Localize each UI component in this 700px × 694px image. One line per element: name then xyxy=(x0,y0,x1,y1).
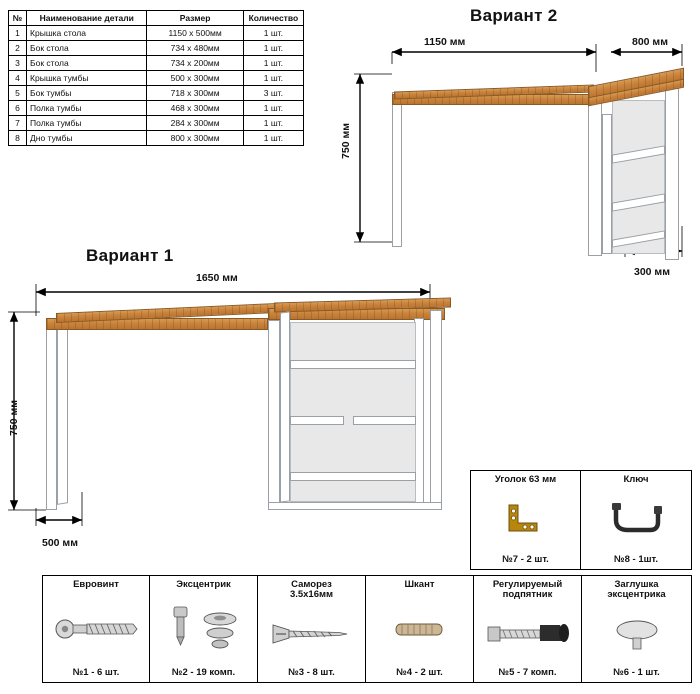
hardware-title-line2: эксцентрика xyxy=(607,589,666,601)
cell-size: 800 х 300мм xyxy=(147,131,243,146)
shelf-right-side xyxy=(430,310,442,506)
hardware-item-corner-bracket xyxy=(470,470,581,570)
desk-left-leg-inner xyxy=(57,321,68,505)
hardware-quantity: №5 - 7 комп. xyxy=(498,667,557,678)
hardware-title: Эксцентрик xyxy=(176,579,231,590)
cabinet-front-side xyxy=(602,114,612,254)
header-part-name: Наименование детали xyxy=(27,11,147,26)
cell-number: 5 xyxy=(9,86,27,101)
cell-part-name: Бок стола xyxy=(27,41,147,56)
hardware-item-cam-cover-cap xyxy=(582,575,692,683)
dowel-icon xyxy=(368,590,471,667)
cell-number: 7 xyxy=(9,116,27,131)
hardware-item-hex-key xyxy=(581,470,692,570)
hardware-title: Шкант xyxy=(404,579,435,590)
cell-number: 4 xyxy=(9,71,27,86)
shelf-middle-right xyxy=(353,416,416,425)
cell-number: 6 xyxy=(9,101,27,116)
table-row xyxy=(9,86,304,101)
shelf-left-side xyxy=(268,320,280,510)
cabinet-right-side xyxy=(665,88,679,260)
shelf-base xyxy=(268,502,442,510)
cell-quantity: 1 шт. xyxy=(243,116,303,131)
table-left-leg xyxy=(392,92,402,247)
variant2-dim-top-left: 1150 мм xyxy=(424,36,466,48)
variant2-drawing xyxy=(330,30,700,260)
variant1-title: Вариант 1 xyxy=(86,246,174,265)
hardware-quantity: №3 - 8 шт. xyxy=(288,667,335,678)
cell-quantity: 1 шт. xyxy=(243,41,303,56)
cell-part-name: Крышка стола xyxy=(27,26,147,41)
header-size: Размер xyxy=(147,11,243,26)
cell-number: 3 xyxy=(9,56,27,71)
hardware-top-row xyxy=(470,470,692,570)
header-quantity: Количество xyxy=(243,11,303,26)
cell-size: 1150 x 500мм xyxy=(147,26,243,41)
cell-size: 734 х 200мм xyxy=(147,56,243,71)
cam-lock-icon xyxy=(152,590,255,667)
adjustable-foot-icon xyxy=(476,601,579,667)
hardware-title: Ключ xyxy=(623,474,649,485)
hardware-quantity: №6 - 1 шт. xyxy=(613,667,660,678)
hardware-title-line2: 3.5x16мм xyxy=(289,589,334,601)
self-tapping-screw-icon xyxy=(260,601,363,667)
variant2-dim-height: 750 мм xyxy=(340,123,352,159)
hardware-item-cam-lock xyxy=(150,575,258,683)
hardware-title-line1: Регулируемый xyxy=(492,579,563,590)
hardware-quantity: №4 - 2 шт. xyxy=(396,667,443,678)
table-row xyxy=(9,71,304,86)
variant2-dim-depth: 300 мм xyxy=(634,266,670,278)
cell-quantity: 1 шт. xyxy=(243,26,303,41)
table-row xyxy=(9,26,304,41)
hardware-title: Уголок 63 мм xyxy=(494,474,557,485)
variant1-dim-height: 750 мм xyxy=(8,400,20,436)
cell-size: 718 х 300мм xyxy=(147,86,243,101)
table-row xyxy=(9,41,304,56)
hardware-quantity: №7 - 2 шт. xyxy=(502,554,549,565)
hardware-title: Евровинт xyxy=(73,579,119,590)
cell-size: 284 х 300мм xyxy=(147,116,243,131)
shelf-bottom xyxy=(290,472,416,481)
variant2-title: Вариант 2 xyxy=(470,6,558,25)
confirmat-screw-icon xyxy=(45,590,147,667)
cell-number: 8 xyxy=(9,131,27,146)
cell-part-name: Крышка тумбы xyxy=(27,71,147,86)
table-row xyxy=(9,56,304,71)
variant1-dim-width: 1650 мм xyxy=(196,272,238,284)
table-center-panel xyxy=(588,86,602,256)
cell-quantity: 3 шт. xyxy=(243,86,303,101)
parts-table xyxy=(8,10,304,146)
hardware-title-line1: Саморез xyxy=(291,579,332,590)
hardware-item-dowel xyxy=(366,575,474,683)
cell-quantity: 1 шт. xyxy=(243,56,303,71)
shelf-top xyxy=(290,360,416,369)
hex-key-icon xyxy=(583,485,689,554)
hardware-bottom-row xyxy=(42,575,692,683)
shelf-middle-left xyxy=(290,416,344,425)
cell-part-name: Полка тумбы xyxy=(27,101,147,116)
cell-quantity: 1 шт. xyxy=(243,71,303,86)
cell-part-name: Бок тумбы xyxy=(27,86,147,101)
cell-part-name: Бок стола xyxy=(27,56,147,71)
hardware-quantity: №2 - 19 комп. xyxy=(171,667,236,678)
cell-size: 468 х 300мм xyxy=(147,101,243,116)
hardware-item-self-tapping-screw xyxy=(258,575,366,683)
cell-part-name: Дно тумбы xyxy=(27,131,147,146)
corner-bracket-icon xyxy=(473,485,578,554)
cell-part-name: Полка тумбы xyxy=(27,116,147,131)
cell-size: 734 х 480мм xyxy=(147,41,243,56)
header-number: № xyxy=(9,11,27,26)
hardware-title-line1: Заглушка xyxy=(614,579,659,590)
variant1-dim-depth: 500 мм xyxy=(42,537,78,549)
table-row xyxy=(9,116,304,131)
hardware-quantity: №8 - 1шт. xyxy=(614,554,658,565)
hardware-item-confirmat-screw xyxy=(42,575,150,683)
cell-number: 1 xyxy=(9,26,27,41)
desk-left-leg xyxy=(46,328,57,510)
cell-size: 500 х 300мм xyxy=(147,71,243,86)
hardware-item-adjustable-foot xyxy=(474,575,582,683)
table-row xyxy=(9,101,304,116)
variant1-drawing xyxy=(0,262,470,562)
hardware-title-line2: подпятник xyxy=(502,589,553,601)
table-header-row xyxy=(9,11,304,26)
hardware-quantity: №1 - 6 шт. xyxy=(72,667,120,678)
variant2-dim-top-right: 800 мм xyxy=(632,36,668,48)
cell-number: 2 xyxy=(9,41,27,56)
table-row xyxy=(9,131,304,146)
shelf-left-side-inner xyxy=(280,311,290,502)
cell-quantity: 1 шт. xyxy=(243,101,303,116)
cell-quantity: 1 шт. xyxy=(243,131,303,146)
cam-cover-cap-icon xyxy=(584,601,689,667)
